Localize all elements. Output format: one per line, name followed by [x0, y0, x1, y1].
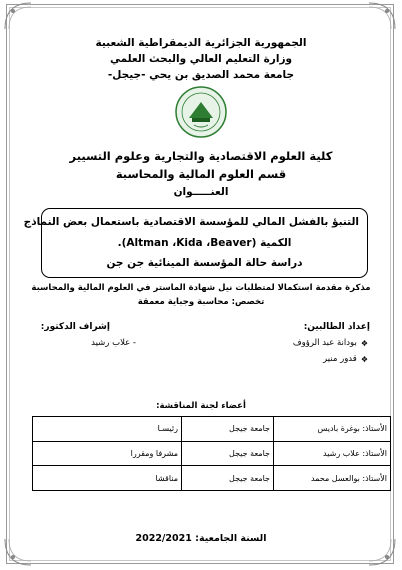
jury-member-name: الأستاذ: بوالعسل محمد [274, 466, 391, 491]
ministry-heading: وزارة التعليم العالي والبحث العلمي [109, 53, 293, 65]
thesis-title-box [23, 208, 368, 278]
jury-label: أعضاء لجنة المناقشة: [156, 401, 246, 411]
title-label: العنـــــوان [173, 186, 229, 198]
table-row [33, 441, 391, 466]
bullet-icon: ❖ [360, 338, 368, 348]
table-row [33, 466, 391, 491]
department-heading: قسم العلوم المالية والمحاسبة [115, 167, 287, 181]
student-item [293, 338, 368, 348]
jury-member-name: الأستاذ: بوغرة باديس [274, 417, 391, 442]
supervisor-name: - علاب رشيد [91, 338, 136, 348]
corner-ornament-icon [3, 1, 33, 31]
jury-member-university: جامعة جيجل [182, 466, 274, 491]
thesis-case-study: دراسة حالة المؤسسة المينائية جن جن [106, 257, 303, 269]
jury-member-name: الأستاذ: علاب رشيد [274, 441, 391, 466]
thesis-title-line1: التنبؤ بالفشل المالي للمؤسسة الاقتصادية باستعمال بعض النماذج [23, 216, 359, 228]
jury-member-role: مشرفا ومقررا [33, 441, 182, 466]
corner-ornament-icon [367, 1, 397, 31]
memo-description: مذكرة مقدمة استكمالا لمتطلبات نيل شهادة الماستر في العلوم المالية والمحاسبة [31, 283, 371, 293]
student-name: قدور منير [323, 354, 357, 364]
table-row [33, 417, 391, 442]
jury-table [32, 416, 391, 491]
university-heading: جامعة محمد الصديق بن يحي -جيجل- [107, 69, 295, 81]
republic-heading: الجمهورية الجزائرية الديمقراطية الشعبية [95, 37, 307, 49]
student-item [323, 354, 368, 364]
thesis-title-line2: الكمية (Altman ،Kida ،Beaver). [117, 237, 292, 249]
student-name: بودانة عبد الرؤوف [292, 338, 357, 348]
university-logo-icon [174, 85, 228, 139]
students-label: إعداد الطالبين: [303, 322, 370, 332]
jury-member-role: مناقشا [33, 466, 182, 491]
specialty: تخصص: محاسبة وجباية معمقة [137, 297, 265, 307]
jury-member-role: رئيسـا [33, 417, 182, 442]
supervisor-label: إشراف الدكتور: [40, 322, 110, 332]
bullet-icon: ❖ [360, 354, 368, 364]
jury-member-university: جامعة جيجل [182, 441, 274, 466]
faculty-heading: كلية العلوم الاقتصادية والتجارية وعلوم التسيير [69, 149, 333, 163]
jury-member-university: جامعة جيجل [182, 417, 274, 442]
academic-year: السنة الجامعية: 2022/2021 [135, 533, 267, 544]
